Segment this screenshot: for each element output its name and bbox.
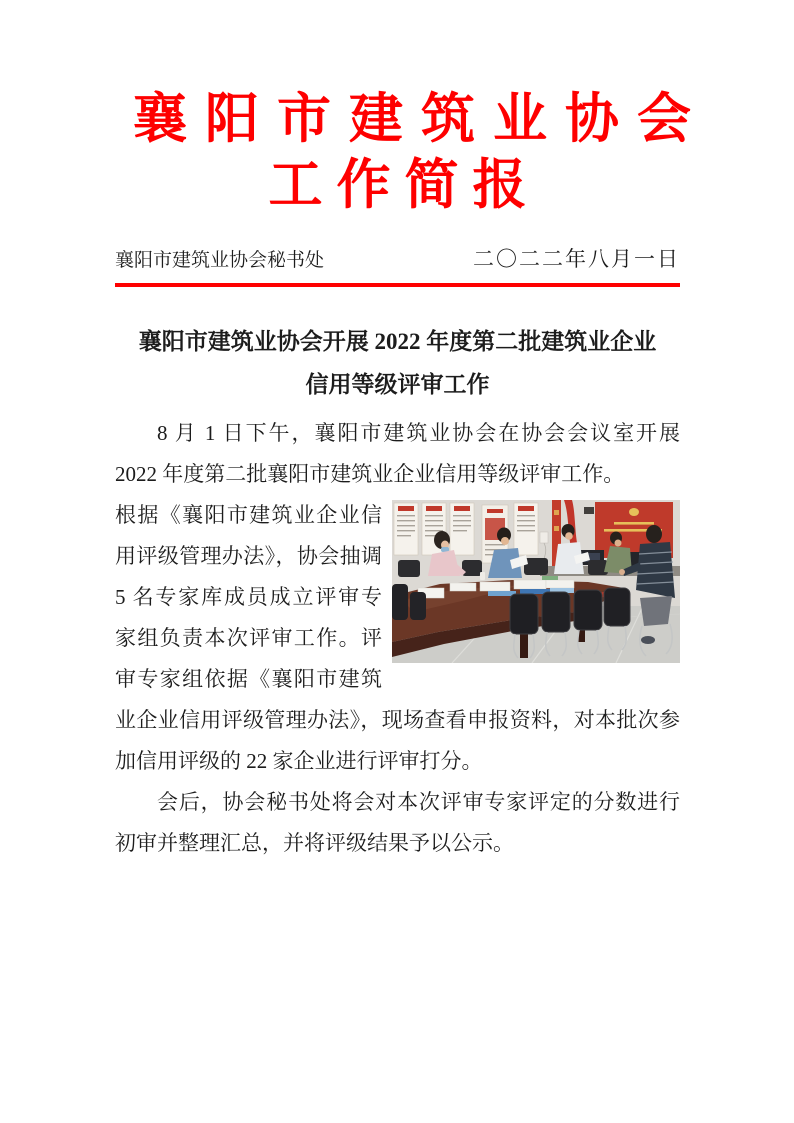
paragraph-1-text: 8 月 1 日下午，襄阳市建筑业协会在协会会议室开展 2022 年度第二批襄阳市建筑业企业信用等级评审工作。: [115, 421, 680, 486]
issue-date: 二〇二二年八月一日: [473, 247, 680, 271]
article-title: [115, 320, 680, 406]
masthead-title: [115, 86, 709, 218]
red-divider-rule: [115, 283, 680, 287]
masthead-row: [115, 246, 680, 274]
article-body: [115, 413, 680, 864]
paragraph-2-text: 根据《襄阳市建筑业企业信用评级管理办法》，协会抽调 5 名专家库成员成立评审专家组负责本次评审工作。评审专家组依据《襄阳市建筑业企业信用评级管理办法》，现场查看申报资料，对本批次参加信用评级的 22 家企业进行评审打分。: [115, 503, 680, 773]
paragraph-1: [115, 413, 680, 495]
paragraph-3: [115, 782, 680, 864]
meeting-photo: [392, 500, 680, 663]
meeting-photo-graphic: [392, 500, 680, 663]
article-title-line2: 信用等级评审工作: [305, 372, 490, 397]
article-title-line1: 襄阳市建筑业协会开展 2022 年度第二批建筑业企业: [138, 329, 657, 354]
page-content: [115, 0, 709, 864]
masthead-title-line2: 工作简报: [268, 155, 541, 215]
publisher-name: 襄阳市建筑业协会秘书处: [115, 250, 325, 271]
paragraph-3-text: 会后，协会秘书处将会对本次评审专家评定的分数进行初审并整理汇总，并将评级结果予以公示。: [115, 790, 680, 855]
masthead-title-line1: 襄阳市建筑业协会: [133, 89, 709, 149]
